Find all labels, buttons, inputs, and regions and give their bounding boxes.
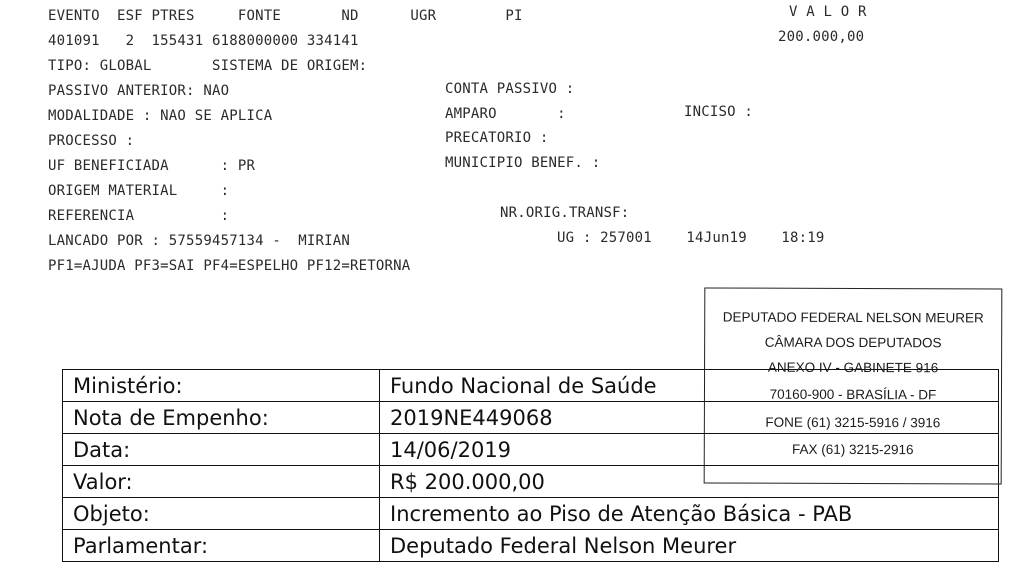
stamp-line: 70160-900 - BRASÍLIA - DF: [769, 386, 937, 403]
row-value: R$ 200.000,00: [380, 466, 999, 498]
amparo: AMPARO :: [445, 106, 566, 122]
values-row: 401091 2 155431 6188000000 334141: [48, 33, 359, 49]
stamp-line: ANEXO IV - GABINETE 916: [767, 359, 939, 376]
passivo-anterior: PASSIVO ANTERIOR: NAO: [48, 83, 230, 99]
row-label: Parlamentar:: [63, 530, 380, 562]
uf-beneficiada: UF BENEFICIADA : PR: [48, 158, 256, 174]
row-label: Valor:: [63, 466, 380, 498]
row-value: 2019NE449068: [380, 402, 999, 434]
stamp-line: DEPUTADO FEDERAL NELSON MEURER: [722, 309, 984, 326]
table-row: [63, 530, 999, 562]
stamp-line: FAX (61) 3215-2916: [791, 441, 914, 458]
ug-line: UG : 257001 14Jun19 18:19: [557, 230, 825, 246]
nr-orig-transf: NR.ORIG.TRANSF:: [500, 205, 630, 221]
inciso: INCISO :: [684, 104, 754, 120]
row-value: 14/06/2019: [380, 434, 999, 466]
row-label: Nota de Empenho:: [63, 402, 380, 434]
municipio-benef: MUNICIPIO BENEF. :: [445, 155, 601, 171]
row-value: Fundo Nacional de Saúde: [380, 370, 999, 402]
conta-passivo: CONTA PASSIVO :: [445, 81, 575, 97]
stamp-line: CÂMARA DOS DEPUTADOS: [764, 334, 942, 351]
row-label: Ministério:: [63, 370, 380, 402]
valor-label: V A L O R: [789, 4, 867, 20]
lancado-por: LANCADO POR : 57559457134 - MIRIAN: [48, 233, 351, 249]
office-stamp: [704, 287, 1003, 484]
valor-value: 200.000,00: [778, 29, 865, 45]
tipo-line: TIPO: GLOBAL SISTEMA DE ORIGEM:: [48, 58, 368, 74]
row-label: Objeto:: [63, 498, 380, 530]
precatorio: PRECATORIO :: [445, 130, 549, 146]
origem-material: ORIGEM MATERIAL :: [48, 183, 230, 199]
row-value: Deputado Federal Nelson Meurer: [380, 530, 999, 562]
table-row: [63, 498, 999, 530]
processo: PROCESSO :: [48, 133, 135, 149]
modalidade: MODALIDADE : NAO SE APLICA: [48, 108, 273, 124]
function-keys: PF1=AJUDA PF3=SAI PF4=ESPELHO PF12=RETORNA: [48, 258, 411, 274]
row-label: Data:: [63, 434, 380, 466]
referencia: REFERENCIA :: [48, 208, 230, 224]
row-value: Incremento ao Piso de Atenção Básica - PAB: [380, 498, 999, 530]
header-labels: EVENTO ESF PTRES FONTE ND UGR PI: [48, 8, 523, 24]
stamp-line: FONE (61) 3215-5916 / 3916: [765, 414, 941, 431]
